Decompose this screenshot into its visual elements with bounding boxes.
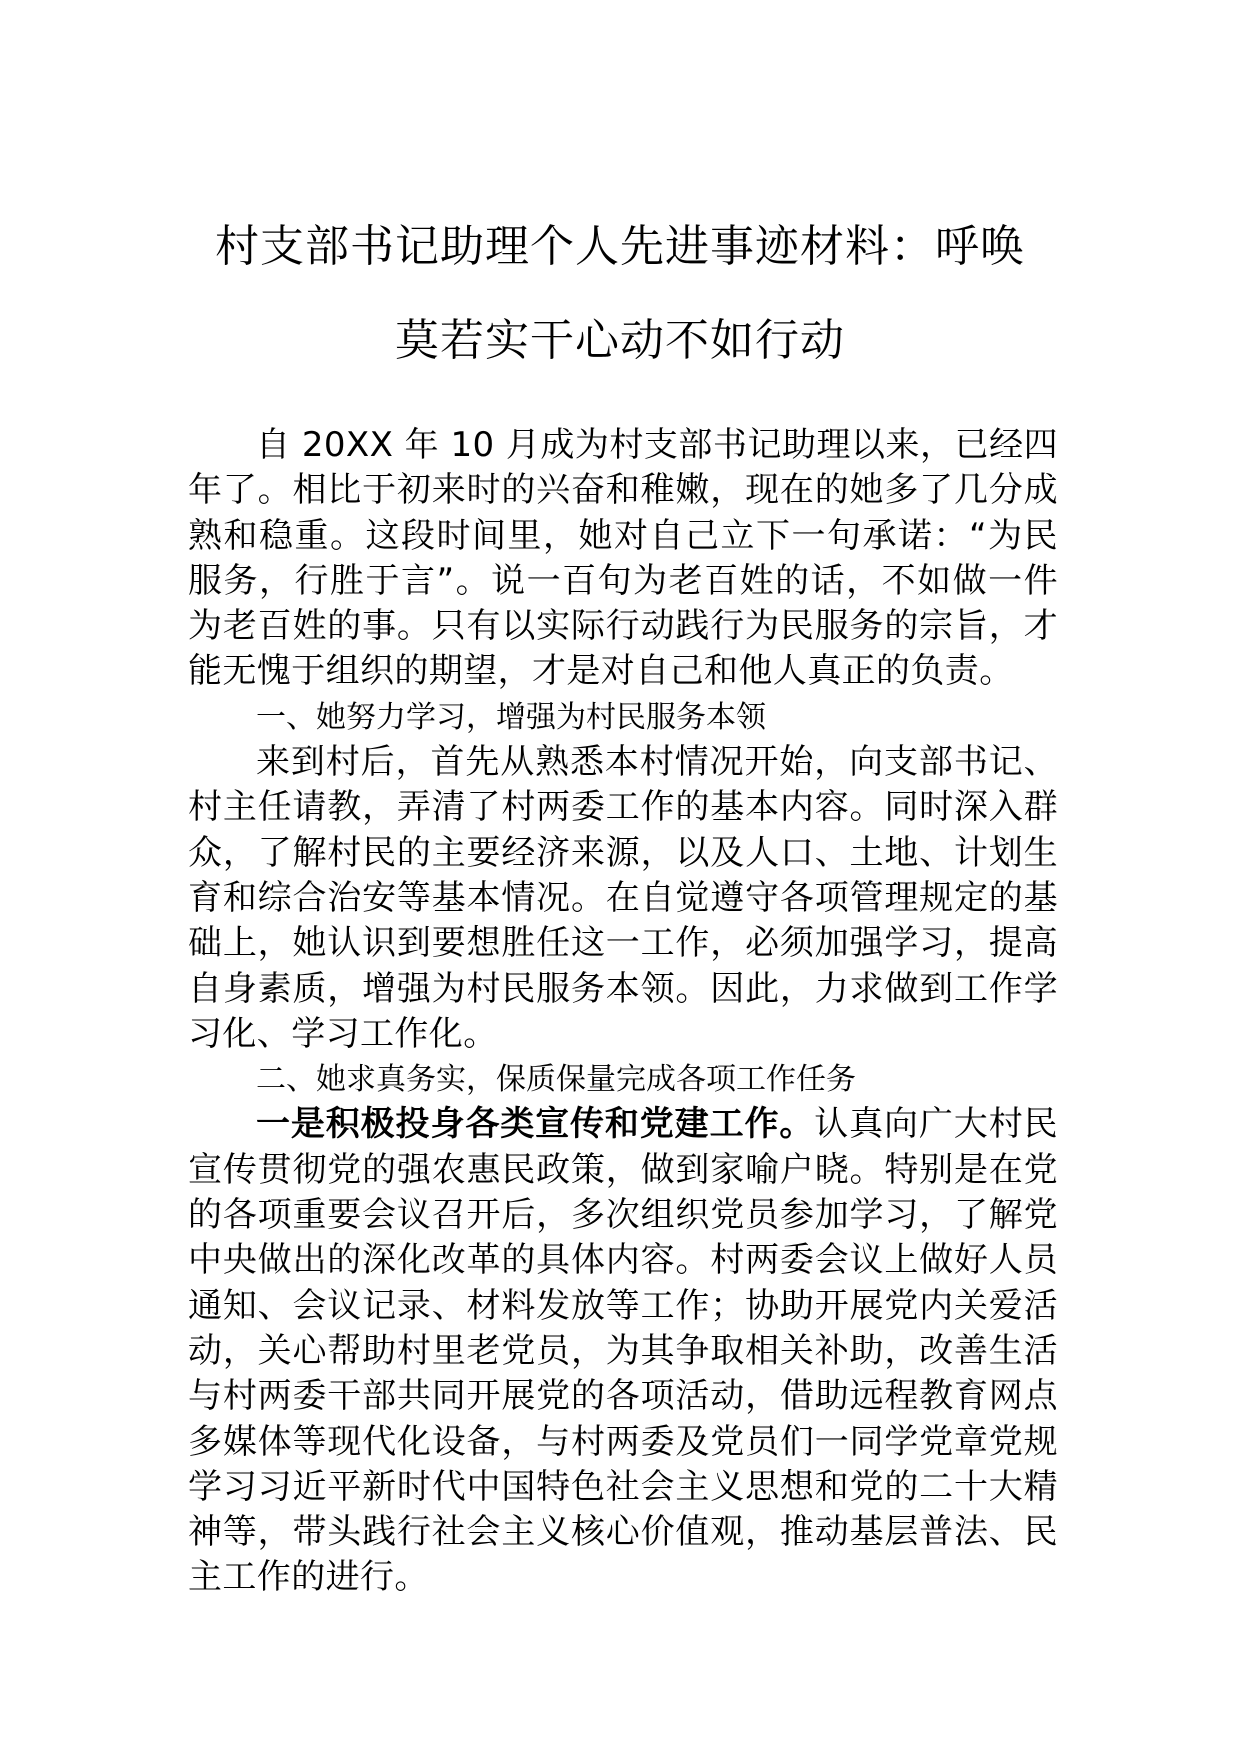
document-body <box>188 423 1058 1601</box>
lead-bold-sentence: 一是积极投身各类宣传和党建工作。 <box>256 1104 815 1145</box>
section-heading-2: 二、她求真务实，保质保量完成各项工作任务 <box>256 1062 856 1098</box>
title-line-1: 村支部书记助理个人先进事迹材料：呼唤 <box>215 221 1025 272</box>
document-title <box>150 200 1090 388</box>
paragraph-party-work-text: 认真向广大村民宣传贯彻党的强农惠民政策，做到家喻户晓。特别是在党的各项重要会议召开后，多次组织党员参加学习，了解党中央做出的深化改革的具体内容。村两委会议上做好人员通知、会议记录、材料发放等工作；协助开展党内关爱活动，关心帮助村里老党员，为其争取相关补助，改善生活与村两委干部共同开展党的各项活动，借助远程教育网点多媒体等现代化设备，与村两委及党员们一同学党章党规学习习近平新时代中国特色社会主义思想和党的二十大精神等，带头践行社会主义核心价值观，推动基层普法、民主工作的进行。 <box>188 1104 1058 1598</box>
title-line-2: 莫若实干心动不如行动 <box>395 315 845 366</box>
section-heading-1: 一、她努力学习，增强为村民服务本领 <box>256 699 766 735</box>
paragraph-study: 来到村后，首先从熟悉本村情况开始，向支部书记、村主任请教，弄清了村两委工作的基本内容。同时深入群众，了解村民的主要经济来源，以及人口、土地、计划生育和综合治安等基本情况。在自觉遵守各项管理规定的基础上，她认识到要想胜任这一工作，必须加强学习，提高自身素质，增强为村民服务本领。因此，力求做到工作学习化、学习工作化。 <box>188 742 1058 1054</box>
paragraph-intro: 自 20XX 年 10 月成为村支部书记助理以来，已经四年了。相比于初来时的兴奋和稚嫩，现在的她多了几分成熟和稳重。这段时间里，她对自己立下一句承诺：“为民服务，行胜于言”。说一百句为老百姓的话，不如做一件为老百姓的事。只有以实际行动践行为民服务的宗旨，才能无愧于组织的期望，才是对自己和他人真正的负责。 <box>188 425 1058 692</box>
paragraph-party-work <box>188 1102 1058 1600</box>
